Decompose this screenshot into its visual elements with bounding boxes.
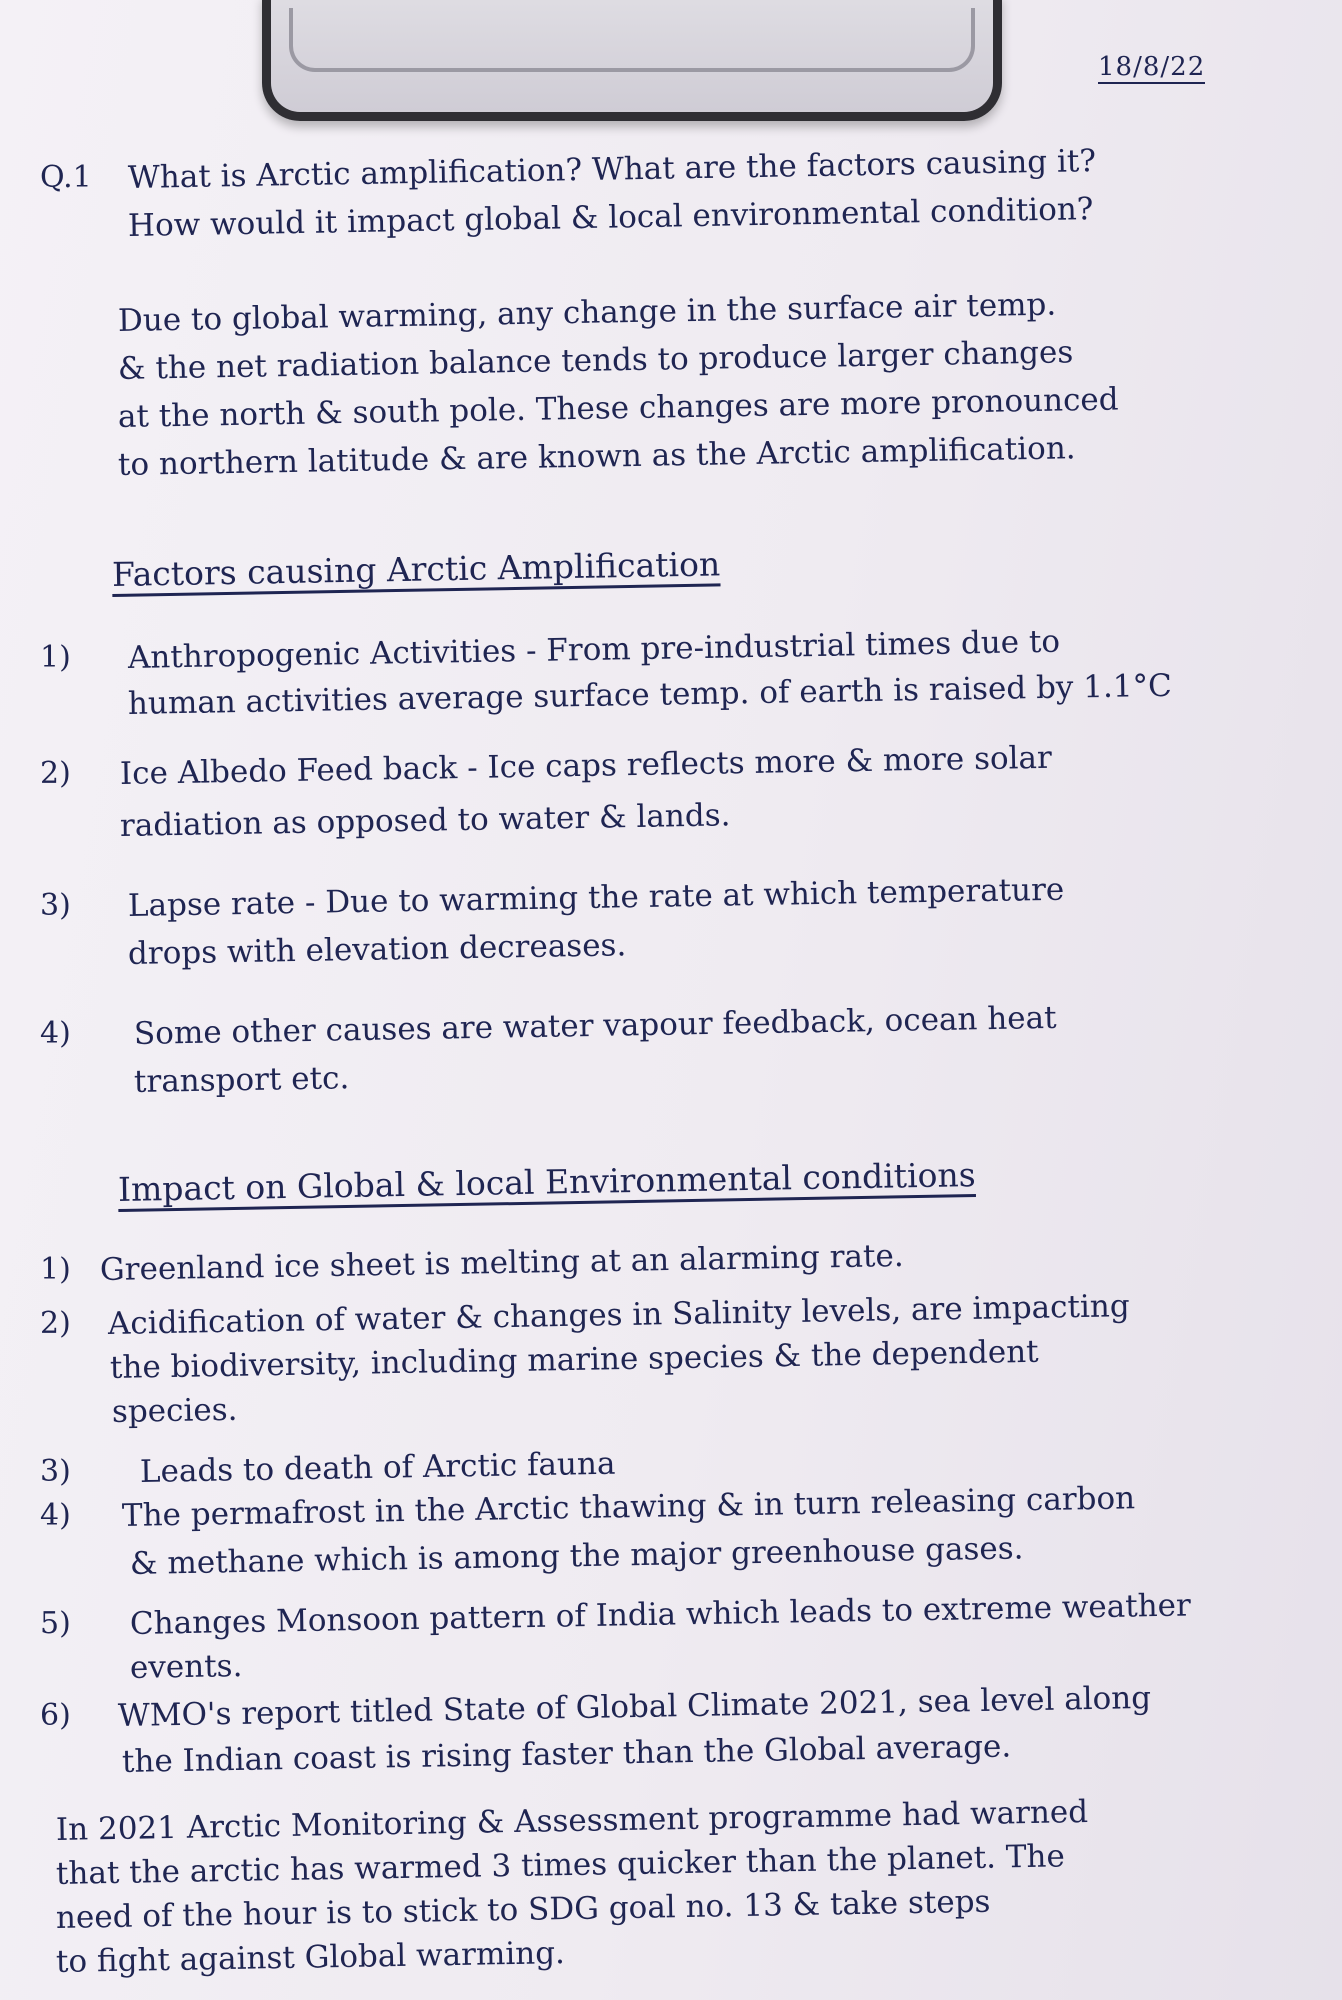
question-number: Q.1 bbox=[40, 160, 92, 195]
factor-number: 1) bbox=[40, 640, 71, 675]
question-line-1: What is Arctic amplification? What are the factors causing it? bbox=[127, 143, 1097, 196]
impact-line: the biodiversity, including marine species & the dependent bbox=[109, 1333, 1039, 1386]
impact-number: 5) bbox=[40, 1606, 71, 1641]
impact-line: Leads to death of Arctic fauna bbox=[139, 1445, 616, 1490]
factor-number: 2) bbox=[40, 756, 71, 791]
impact-line: the Indian coast is rising faster than the Global average. bbox=[121, 1728, 1012, 1780]
factor-line: Lapse rate - Due to warming the rate at which temperature bbox=[127, 871, 1065, 924]
impact-line: & methane which is among the major greenhouse gases. bbox=[129, 1530, 1024, 1582]
factors-heading: Factors causing Arctic Amplification bbox=[111, 544, 721, 594]
question-line-2: How would it impact global & local environmental condition? bbox=[127, 191, 1094, 244]
factor-line: radiation as opposed to water & lands. bbox=[119, 797, 731, 844]
conclusion-line: to fight against Global warming. bbox=[55, 1935, 566, 1980]
intro-line: & the net radiation balance tends to produce larger changes bbox=[117, 334, 1074, 387]
impact-line: events. bbox=[129, 1648, 243, 1686]
impact-line: WMO's report titled State of Global Climate 2021, sea level along bbox=[117, 1679, 1152, 1734]
clipboard-clip bbox=[262, 0, 1002, 121]
impact-line: Acidification of water & changes in Salinity levels, are impacting bbox=[107, 1288, 1130, 1342]
impact-number: 2) bbox=[40, 1306, 71, 1341]
conclusion-line: In 2021 Arctic Monitoring & Assessment programme had warned bbox=[55, 1793, 1089, 1848]
impact-number: 3) bbox=[40, 1454, 71, 1489]
date: 18/8/22 bbox=[1098, 52, 1206, 82]
factor-line: transport etc. bbox=[133, 1060, 350, 1100]
factor-number: 4) bbox=[40, 1016, 71, 1051]
conclusion-line: need of the hour is to stick to SDG goal no. 13 & take steps bbox=[55, 1883, 991, 1936]
impact-line: The permafrost in the Arctic thawing & in turn releasing carbon bbox=[121, 1480, 1136, 1534]
impact-number: 4) bbox=[40, 1498, 71, 1533]
impact-number: 6) bbox=[40, 1698, 71, 1733]
factor-line: Ice Albedo Feed back - Ice caps reflects more & more solar bbox=[119, 739, 1053, 792]
impact-line: Greenland ice sheet is melting at an alarming rate. bbox=[99, 1237, 904, 1288]
factor-line: human activities average surface temp. of earth is raised by 1.1°C bbox=[127, 667, 1173, 722]
intro-line: to northern latitude & are known as the Arctic amplification. bbox=[117, 430, 1076, 483]
impact-heading: Impact on Global & local Environmental conditions bbox=[117, 1155, 976, 1209]
factor-line: Anthropogenic Activities - From pre-industrial times due to bbox=[127, 623, 1061, 676]
intro-line: at the north & south pole. These changes are more pronounced bbox=[117, 381, 1119, 435]
clip-inner-rim bbox=[289, 8, 975, 72]
factor-number: 3) bbox=[40, 888, 71, 923]
impact-number: 1) bbox=[40, 1252, 71, 1287]
conclusion-line: that the arctic has warmed 3 times quicker than the planet. The bbox=[55, 1838, 1066, 1892]
impact-line: Changes Monsoon pattern of India which leads to extreme weather bbox=[129, 1587, 1192, 1642]
impact-line: species. bbox=[111, 1391, 238, 1430]
factor-line: drops with elevation decreases. bbox=[127, 927, 627, 972]
factor-line: Some other causes are water vapour feedback, ocean heat bbox=[133, 999, 1057, 1052]
intro-line: Due to global warming, any change in the surface air temp. bbox=[117, 286, 1057, 339]
